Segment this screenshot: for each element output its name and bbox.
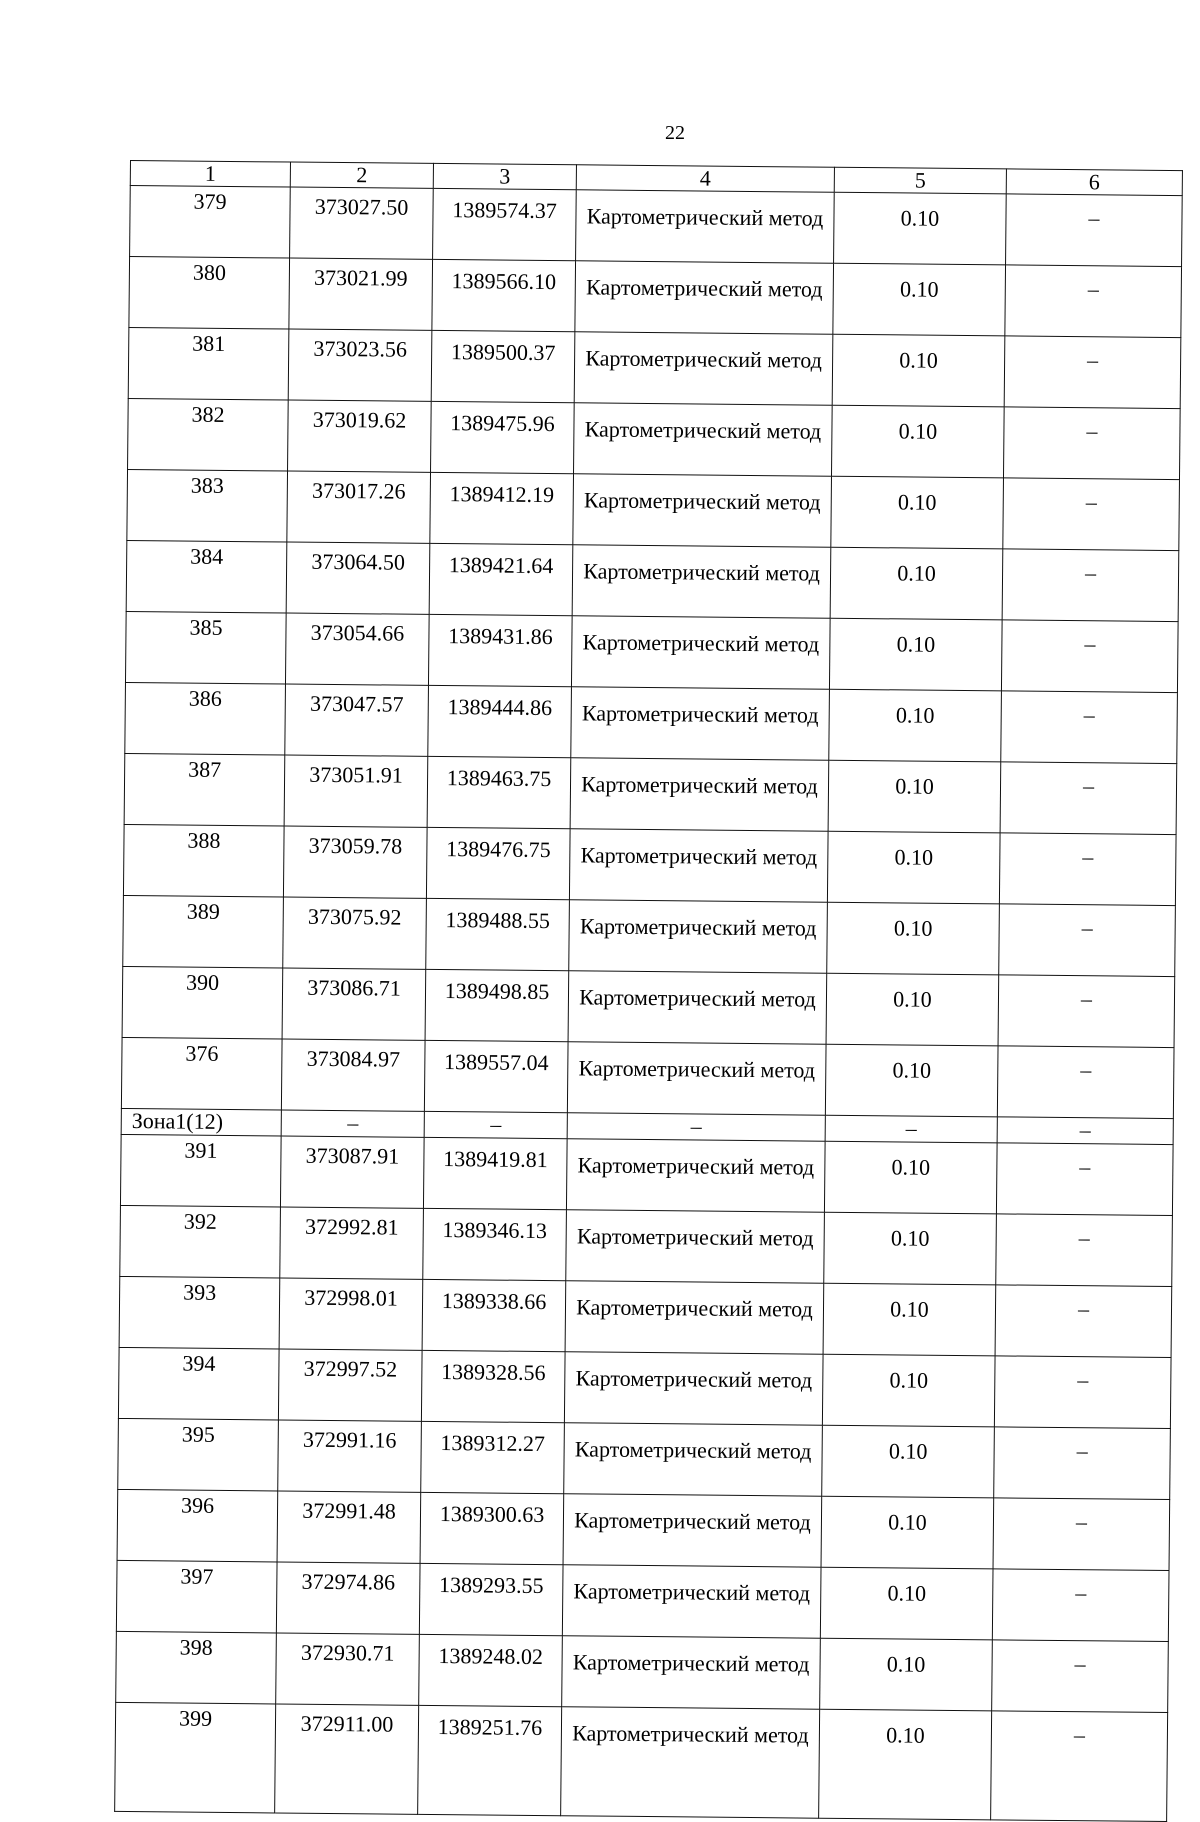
point-number-cell: 385 <box>125 611 286 684</box>
column-header: 3 <box>433 163 576 189</box>
column-header: 4 <box>576 165 834 192</box>
x-coordinate-cell: 373059.78 <box>283 826 427 898</box>
note-cell: – <box>991 1711 1168 1822</box>
note-cell: – <box>1001 691 1178 764</box>
accuracy-cell: 0.10 <box>832 334 1005 407</box>
note-cell: – <box>992 1569 1169 1642</box>
table-row <box>127 469 1180 550</box>
y-coordinate-cell: 1389476.75 <box>426 827 570 899</box>
table-row <box>123 895 1176 976</box>
accuracy-cell: 0.10 <box>823 1283 996 1356</box>
y-coordinate-cell: 1389421.64 <box>429 543 573 615</box>
y-coordinate-cell: 1389566.10 <box>432 259 576 331</box>
note-cell: – <box>1003 478 1180 551</box>
y-coordinate-cell: 1389412.19 <box>430 472 574 544</box>
y-coordinate-cell: 1389248.02 <box>419 1634 563 1706</box>
accuracy-cell: 0.10 <box>831 476 1004 549</box>
accuracy-cell: 0.10 <box>830 547 1003 620</box>
table-row <box>123 824 1176 905</box>
accuracy-cell: 0.10 <box>822 1354 995 1427</box>
method-cell: Картометрический метод <box>564 1352 823 1425</box>
accuracy-cell: 0.10 <box>820 1567 993 1640</box>
point-number-cell: 392 <box>120 1205 281 1278</box>
x-coordinate-cell: 373084.97 <box>281 1039 425 1111</box>
y-coordinate-cell: 1389251.76 <box>418 1705 562 1815</box>
y-coordinate-cell: 1389488.55 <box>426 898 570 970</box>
note-cell: – <box>1001 620 1178 693</box>
accuracy-cell: 0.10 <box>831 405 1004 478</box>
method-cell: Картометрический метод <box>564 1423 823 1496</box>
zone-dash-cell: – <box>997 1117 1173 1145</box>
table-row <box>128 398 1181 479</box>
coordinates-table-container <box>117 160 1182 1748</box>
x-coordinate-cell: 372991.16 <box>278 1420 422 1492</box>
method-cell: Картометрический метод <box>562 1565 821 1638</box>
method-cell: Картометрический метод <box>573 474 832 547</box>
column-header: 6 <box>1006 169 1182 196</box>
x-coordinate-cell: 373023.56 <box>288 329 432 401</box>
point-number-cell: 391 <box>120 1134 281 1207</box>
page-number: 22 <box>665 122 685 144</box>
table-row <box>125 611 1178 692</box>
y-coordinate-cell: 1389312.27 <box>421 1421 565 1493</box>
method-cell: Картометрический метод <box>566 1210 825 1283</box>
method-cell: Картометрический метод <box>563 1494 822 1567</box>
method-cell: Картометрический метод <box>571 687 830 760</box>
table-row <box>120 1205 1173 1286</box>
column-header: 2 <box>290 162 433 188</box>
x-coordinate-cell: 373075.92 <box>283 897 427 969</box>
point-number-cell: 397 <box>116 1560 277 1633</box>
y-coordinate-cell: 1389444.86 <box>428 685 572 757</box>
method-cell: Картометрический метод <box>570 758 829 831</box>
accuracy-cell: 0.10 <box>826 973 999 1046</box>
table-row <box>125 682 1178 763</box>
point-number-cell: 387 <box>124 753 285 826</box>
x-coordinate-cell: 372991.48 <box>277 1491 421 1563</box>
method-cell: Картометрический метод <box>576 190 835 263</box>
y-coordinate-cell: 1389431.86 <box>428 614 572 686</box>
accuracy-cell: 0.10 <box>834 192 1007 265</box>
method-cell: Картометрический метод <box>568 971 827 1044</box>
point-number-cell: 398 <box>116 1631 277 1704</box>
table-row <box>116 1560 1169 1641</box>
point-number-cell: 389 <box>123 895 284 968</box>
x-coordinate-cell: 373051.91 <box>284 755 428 827</box>
x-coordinate-cell: 372930.71 <box>276 1633 420 1705</box>
x-coordinate-cell: 373027.50 <box>290 187 434 259</box>
y-coordinate-cell: 1389475.96 <box>431 401 575 473</box>
accuracy-cell: 0.10 <box>827 831 1000 904</box>
note-cell: – <box>992 1640 1169 1713</box>
zone-dash-cell: – <box>567 1113 825 1141</box>
accuracy-cell: 0.10 <box>824 1141 997 1214</box>
point-number-cell: 379 <box>130 186 291 259</box>
table-row <box>122 966 1175 1047</box>
point-number-cell: 380 <box>129 257 290 330</box>
y-coordinate-cell: 1389338.66 <box>422 1279 566 1351</box>
x-coordinate-cell: 372992.81 <box>280 1207 424 1279</box>
x-coordinate-cell: 373054.66 <box>285 613 429 685</box>
y-coordinate-cell: 1389574.37 <box>433 188 577 260</box>
method-cell: Картометрический метод <box>571 616 830 689</box>
accuracy-cell: 0.10 <box>829 689 1002 762</box>
table-row <box>118 1347 1171 1428</box>
column-header: 5 <box>834 167 1006 194</box>
point-number-cell: 396 <box>117 1489 278 1562</box>
accuracy-cell: 0.10 <box>819 1709 992 1820</box>
point-number-cell: 383 <box>127 469 288 542</box>
method-cell: Картометрический метод <box>566 1139 825 1212</box>
accuracy-cell: 0.10 <box>828 760 1001 833</box>
table-row <box>124 753 1177 834</box>
y-coordinate-cell: 1389419.81 <box>423 1137 567 1209</box>
accuracy-cell: 0.10 <box>821 1496 994 1569</box>
table-row <box>115 1702 1168 1821</box>
note-cell: – <box>1006 194 1183 267</box>
x-coordinate-cell: 373086.71 <box>282 968 426 1040</box>
x-coordinate-cell: 373017.26 <box>287 471 431 543</box>
table-row <box>120 1134 1173 1215</box>
note-cell: – <box>1005 265 1182 338</box>
x-coordinate-cell: 373087.91 <box>280 1136 424 1208</box>
note-cell: – <box>1002 549 1179 622</box>
method-cell: Картометрический метод <box>575 261 834 334</box>
method-cell: Картометрический метод <box>574 403 833 476</box>
note-cell: – <box>999 833 1176 906</box>
note-cell: – <box>1000 762 1177 835</box>
x-coordinate-cell: 372998.01 <box>279 1278 423 1350</box>
point-number-cell: 381 <box>128 327 289 400</box>
y-coordinate-cell: 1389300.63 <box>420 1492 564 1564</box>
y-coordinate-cell: 1389500.37 <box>431 330 575 402</box>
y-coordinate-cell: 1389293.55 <box>419 1563 563 1635</box>
note-cell: – <box>997 1046 1174 1119</box>
method-cell: Картометрический метод <box>561 1707 820 1818</box>
note-cell: – <box>1003 407 1180 480</box>
x-coordinate-cell: 373047.57 <box>285 684 429 756</box>
accuracy-cell: 0.10 <box>822 1425 995 1498</box>
point-number-cell: 395 <box>118 1418 279 1491</box>
x-coordinate-cell: 372997.52 <box>278 1349 422 1421</box>
point-number-cell: 386 <box>125 682 286 755</box>
y-coordinate-cell: 1389498.85 <box>425 969 569 1041</box>
method-cell: Картометрический метод <box>569 829 828 902</box>
accuracy-cell: 0.10 <box>827 902 1000 975</box>
coordinates-table <box>114 160 1183 1822</box>
table-row <box>128 327 1181 408</box>
accuracy-cell: 0.10 <box>820 1638 993 1711</box>
y-coordinate-cell: 1389346.13 <box>423 1208 567 1280</box>
y-coordinate-cell: 1389328.56 <box>421 1350 565 1422</box>
y-coordinate-cell: 1389463.75 <box>427 756 571 828</box>
note-cell: – <box>998 975 1175 1048</box>
x-coordinate-cell: 372911.00 <box>275 1704 419 1814</box>
table-row <box>117 1489 1170 1570</box>
point-number-cell: 388 <box>123 824 284 897</box>
point-number-cell: 376 <box>121 1037 282 1110</box>
method-cell: Картометрический метод <box>572 545 831 618</box>
x-coordinate-cell: 373021.99 <box>289 258 433 330</box>
point-number-cell: 394 <box>118 1347 279 1420</box>
zone-dash-cell: – <box>424 1111 567 1138</box>
note-cell: – <box>996 1143 1173 1216</box>
point-number-cell: 382 <box>128 398 289 471</box>
note-cell: – <box>994 1356 1171 1429</box>
table-row <box>118 1418 1171 1499</box>
point-number-cell: 399 <box>115 1702 276 1813</box>
method-cell: Картометрический метод <box>565 1281 824 1354</box>
note-cell: – <box>996 1214 1173 1287</box>
table-row <box>121 1037 1174 1118</box>
x-coordinate-cell: 373019.62 <box>288 400 432 472</box>
column-header: 1 <box>130 161 290 188</box>
x-coordinate-cell: 372974.86 <box>276 1562 420 1634</box>
accuracy-cell: 0.10 <box>825 1044 998 1117</box>
zone-dash-cell: – <box>281 1110 424 1137</box>
zone-dash-cell: – <box>825 1115 997 1143</box>
point-number-cell: 384 <box>126 540 287 613</box>
note-cell: – <box>999 904 1176 977</box>
table-row <box>119 1276 1172 1357</box>
table-row <box>116 1631 1169 1712</box>
table-row <box>129 257 1182 338</box>
point-number-cell: 393 <box>119 1276 280 1349</box>
y-coordinate-cell: 1389557.04 <box>424 1040 568 1112</box>
x-coordinate-cell: 373064.50 <box>286 542 430 614</box>
method-cell: Картометрический метод <box>562 1636 821 1709</box>
note-cell: – <box>995 1285 1172 1358</box>
point-number-cell: 390 <box>122 966 283 1039</box>
note-cell: – <box>994 1427 1171 1500</box>
accuracy-cell: 0.10 <box>824 1212 997 1285</box>
note-cell: – <box>993 1498 1170 1571</box>
table-row <box>130 186 1183 267</box>
table-row <box>126 540 1179 621</box>
method-cell: Картометрический метод <box>569 900 828 973</box>
accuracy-cell: 0.10 <box>829 618 1002 691</box>
note-cell: – <box>1004 336 1181 409</box>
accuracy-cell: 0.10 <box>833 263 1006 336</box>
zone-label-cell: Зона1(12) <box>121 1108 281 1136</box>
method-cell: Картометрический метод <box>574 332 833 405</box>
method-cell: Картометрический метод <box>567 1042 826 1115</box>
